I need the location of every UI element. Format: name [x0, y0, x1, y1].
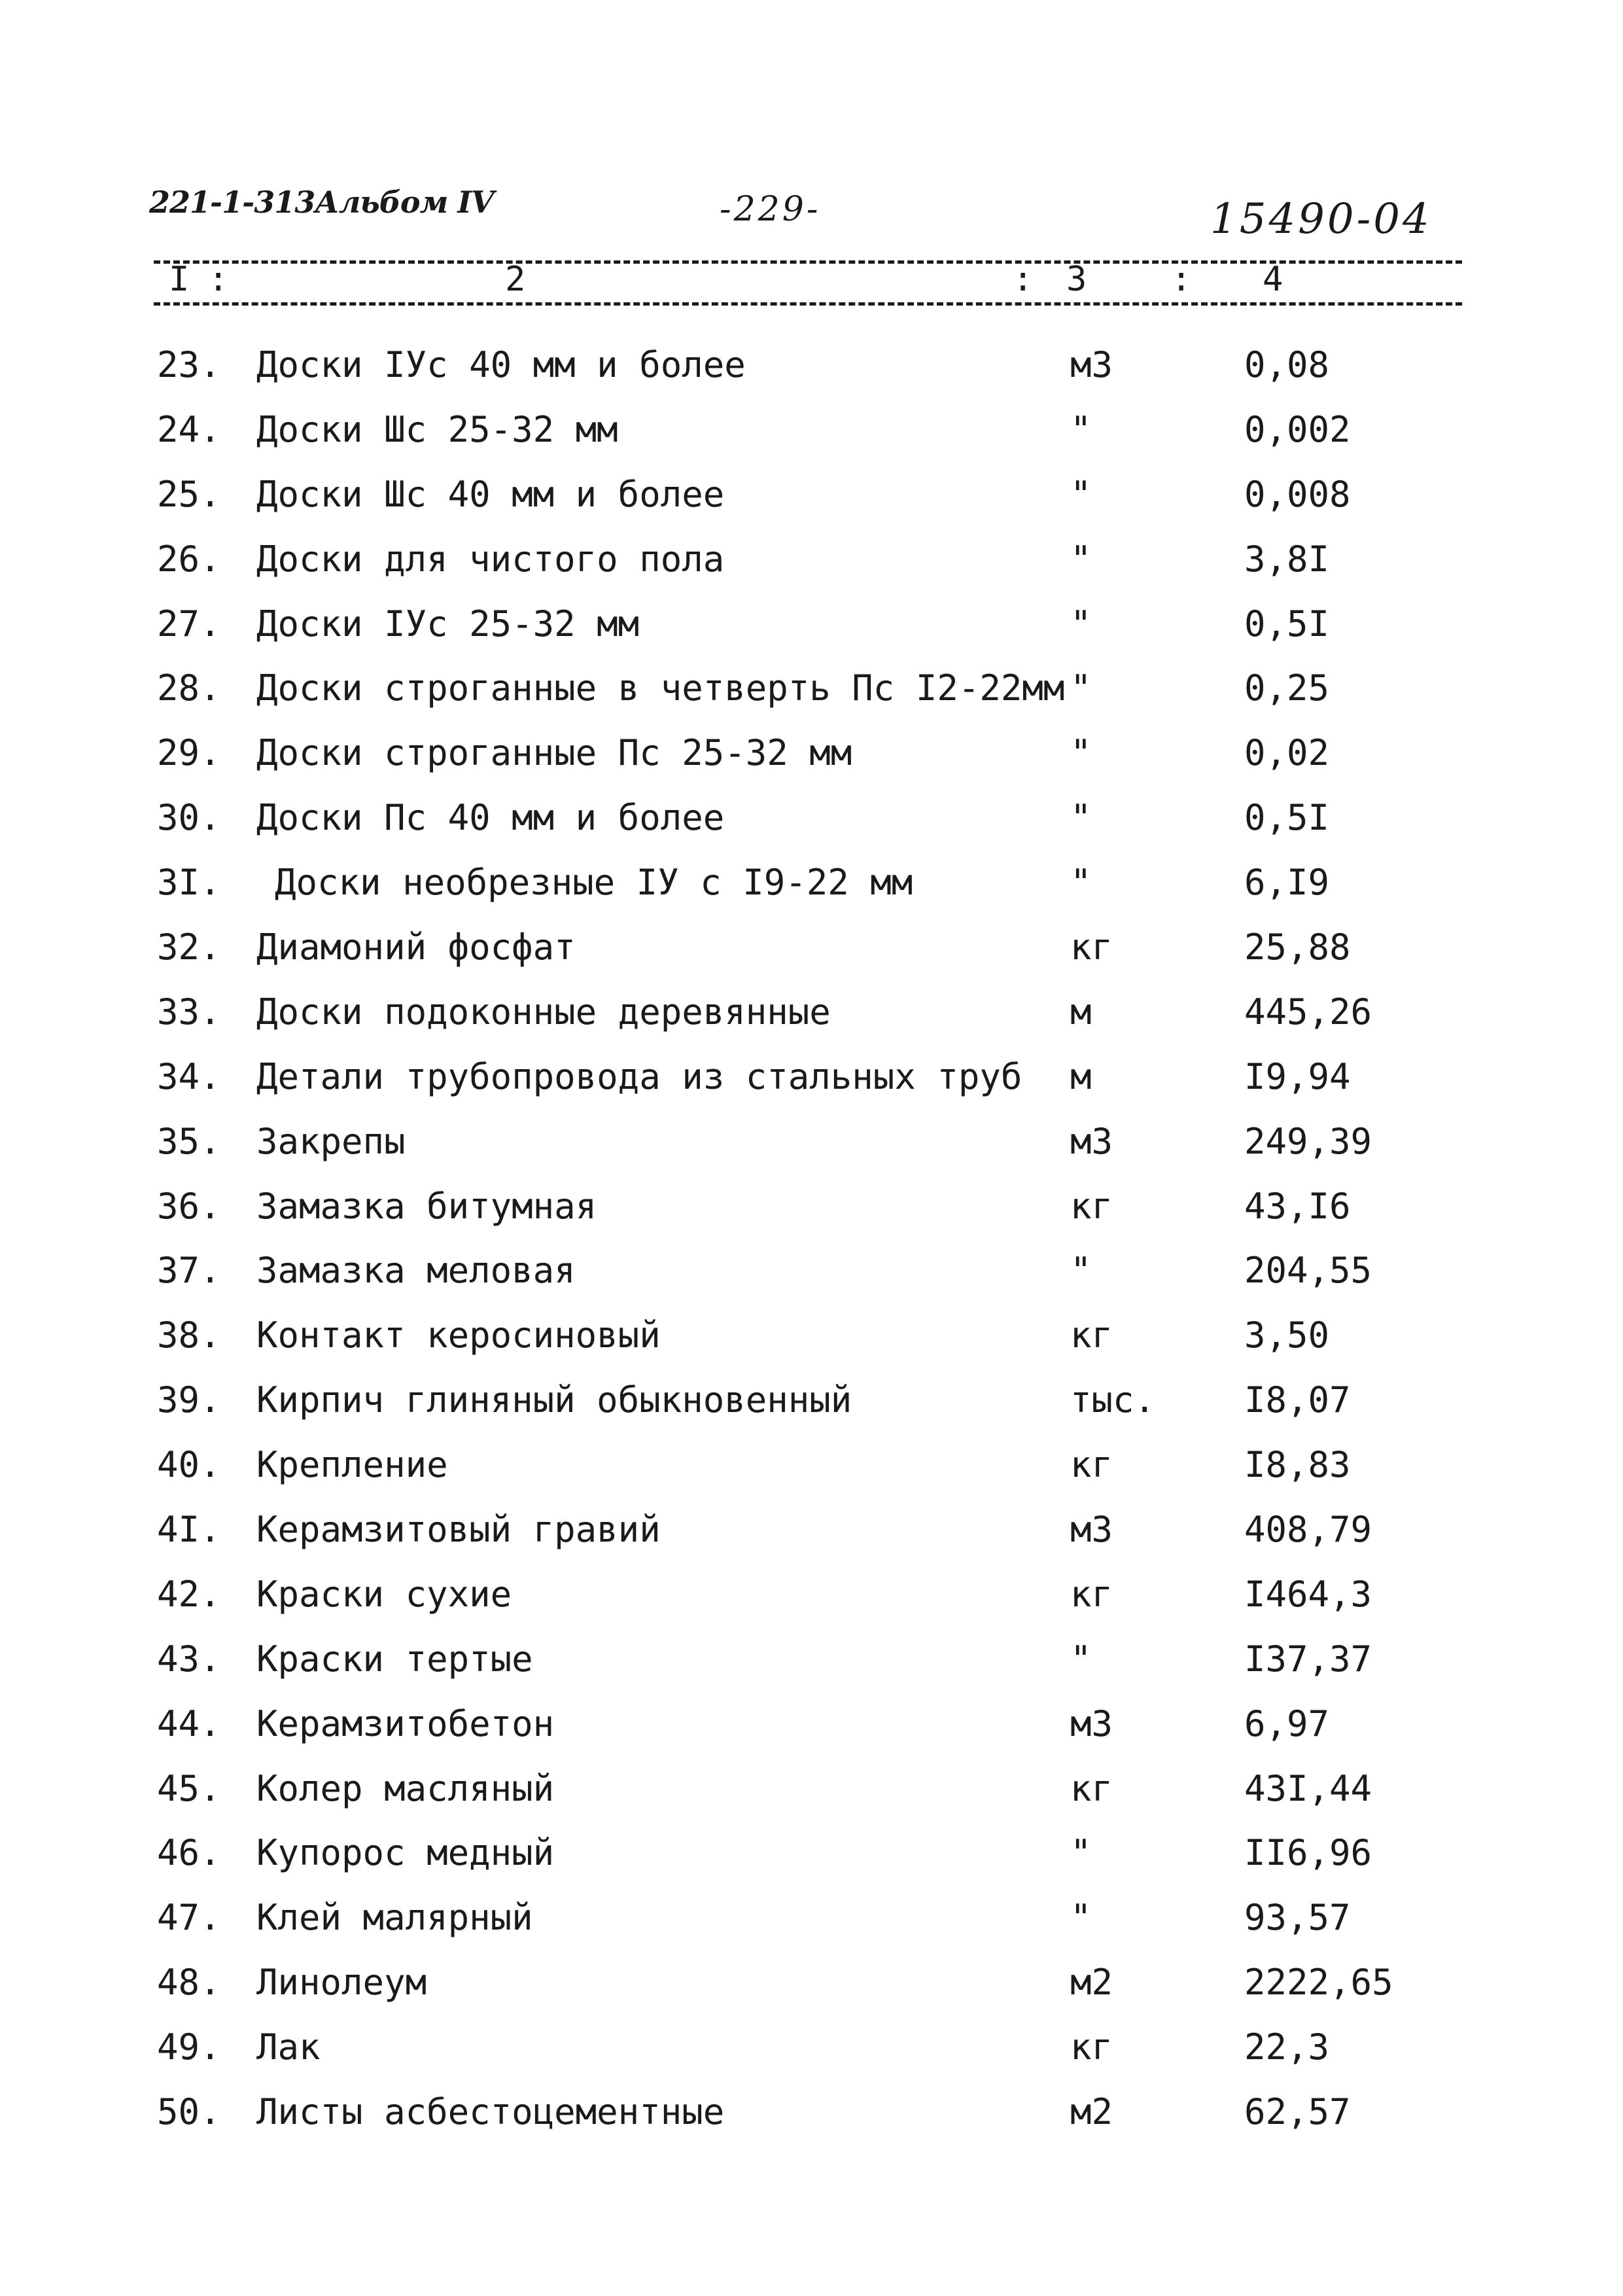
material-name: Детали трубопровода из стальных труб — [256, 1055, 1022, 1097]
unit-of-measure: кг — [1070, 927, 1113, 968]
materials-table-body — [0, 339, 1623, 2151]
row-number: 27. — [157, 603, 221, 645]
row-number: 34. — [157, 1055, 221, 1097]
table-row — [0, 792, 1623, 857]
unit-of-measure: " — [1070, 1638, 1092, 1680]
row-number: 24. — [157, 408, 221, 450]
quantity: I8,07 — [1244, 1379, 1351, 1421]
table-row — [0, 1180, 1623, 1245]
material-name: Доски IУс 40 мм и более — [256, 344, 746, 385]
unit-of-measure: м2 — [1070, 1962, 1113, 2004]
quantity: 43I,44 — [1244, 1767, 1372, 1809]
material-name: Краски сухие — [256, 1573, 512, 1615]
material-name: Крепление — [256, 1444, 448, 1486]
unit-of-measure: м3 — [1070, 1509, 1113, 1551]
table-row — [0, 1633, 1623, 1698]
row-number: 40. — [157, 1444, 221, 1486]
row-number: 46. — [157, 1832, 221, 1874]
quantity: 0,08 — [1244, 344, 1330, 385]
material-name: Доски строганные Пс 25-32 мм — [256, 732, 852, 774]
quantity: 204,55 — [1244, 1250, 1372, 1292]
table-row — [0, 1439, 1623, 1504]
quantity: 3,50 — [1244, 1315, 1330, 1356]
unit-of-measure: кг — [1070, 2026, 1113, 2068]
page-number: -229- — [720, 190, 821, 229]
row-number: 42. — [157, 1573, 221, 1615]
row-number: 3I. — [157, 862, 221, 904]
column-number-2: 2 — [505, 260, 526, 299]
material-name: Доски Шс 40 мм и более — [256, 473, 725, 515]
table-row — [0, 1568, 1623, 1633]
table-row — [0, 921, 1623, 986]
row-number: 4I. — [157, 1509, 221, 1551]
row-number: 28. — [157, 667, 221, 709]
material-name: Керамзитовый гравий — [256, 1509, 661, 1551]
row-number: 50. — [157, 2091, 221, 2133]
row-number: 29. — [157, 732, 221, 774]
quantity: 0,02 — [1244, 732, 1330, 774]
material-name: Диамоний фосфат — [256, 927, 576, 968]
row-number: 30. — [157, 797, 221, 839]
inventory-number: 15490-04 — [1210, 195, 1432, 243]
material-name: Доски Пс 40 мм и более — [256, 797, 725, 839]
row-number: 45. — [157, 1767, 221, 1809]
material-name: Закрепы — [256, 1120, 406, 1162]
material-name: Доски IУс 25-32 мм — [256, 603, 640, 645]
quantity: 0,008 — [1244, 473, 1351, 515]
table-row — [0, 404, 1623, 468]
quantity: 3,8I — [1244, 538, 1330, 580]
row-number: 25. — [157, 473, 221, 515]
quantity: 62,57 — [1244, 2091, 1351, 2133]
unit-of-measure: м3 — [1070, 344, 1113, 385]
table-row — [0, 1827, 1623, 1892]
unit-of-measure: м2 — [1070, 2091, 1113, 2133]
row-number: 44. — [157, 1703, 221, 1744]
unit-of-measure: тыс. — [1070, 1379, 1156, 1421]
quantity: 43,I6 — [1244, 1185, 1351, 1227]
quantity: 408,79 — [1244, 1509, 1372, 1551]
material-name: Доски необрезные IУ с I9-22 мм — [275, 862, 913, 904]
unit-of-measure: " — [1070, 408, 1092, 450]
unit-of-measure: м3 — [1070, 1703, 1113, 1744]
table-row — [0, 1698, 1623, 1763]
quantity: 0,25 — [1244, 667, 1330, 709]
unit-of-measure: " — [1070, 797, 1092, 839]
table-header-bottom-rule — [154, 302, 1462, 306]
material-name: Кирпич глиняный обыкновенный — [256, 1379, 852, 1421]
quantity: I464,3 — [1244, 1573, 1372, 1615]
table-row — [0, 1763, 1623, 1828]
row-number: 43. — [157, 1638, 221, 1680]
table-row — [0, 2086, 1623, 2151]
material-name: Линолеум — [256, 1962, 427, 2004]
table-row — [0, 2021, 1623, 2086]
quantity: 249,39 — [1244, 1120, 1372, 1162]
table-row — [0, 857, 1623, 921]
unit-of-measure: " — [1070, 603, 1092, 645]
unit-of-measure: " — [1070, 538, 1092, 580]
column-separator: : — [1171, 260, 1192, 299]
unit-of-measure: " — [1070, 473, 1092, 515]
unit-of-measure: " — [1070, 1250, 1092, 1292]
column-number-1: I — [169, 260, 190, 299]
row-number: 35. — [157, 1120, 221, 1162]
column-number-4: 4 — [1263, 260, 1283, 299]
material-name: Краски тертые — [256, 1638, 533, 1680]
row-number: 23. — [157, 344, 221, 385]
table-row — [0, 533, 1623, 598]
material-name: Замазка битумная — [256, 1185, 597, 1227]
quantity: I37,37 — [1244, 1638, 1372, 1680]
unit-of-measure: кг — [1070, 1315, 1113, 1356]
quantity: 0,5I — [1244, 603, 1330, 645]
quantity: 0,002 — [1244, 408, 1351, 450]
row-number: 47. — [157, 1897, 221, 1939]
table-row — [0, 662, 1623, 727]
table-row — [0, 986, 1623, 1051]
material-name: Доски для чистого пола — [256, 538, 725, 580]
material-name: Лак — [256, 2026, 321, 2068]
row-number: 38. — [157, 1315, 221, 1356]
unit-of-measure: " — [1070, 732, 1092, 774]
unit-of-measure: м — [1070, 991, 1092, 1033]
column-separator: : — [1013, 260, 1034, 299]
quantity: 0,5I — [1244, 797, 1330, 839]
table-row — [0, 1309, 1623, 1374]
unit-of-measure: м — [1070, 1055, 1092, 1097]
quantity: 22,3 — [1244, 2026, 1330, 2068]
unit-of-measure: " — [1070, 1897, 1092, 1939]
material-name: Контакт керосиновый — [256, 1315, 661, 1356]
material-name: Доски подоконные деревянные — [256, 991, 831, 1033]
unit-of-measure: кг — [1070, 1444, 1113, 1486]
material-name: Листы асбестоцементные — [256, 2091, 725, 2133]
row-number: 37. — [157, 1250, 221, 1292]
column-number-3: 3 — [1066, 260, 1087, 299]
table-row — [0, 1245, 1623, 1309]
table-row — [0, 727, 1623, 792]
table-row — [0, 1374, 1623, 1439]
unit-of-measure: кг — [1070, 1573, 1113, 1615]
quantity: II6,96 — [1244, 1832, 1372, 1874]
quantity: 2222,65 — [1244, 1962, 1393, 2004]
row-number: 36. — [157, 1185, 221, 1227]
table-row — [0, 1116, 1623, 1180]
quantity: 93,57 — [1244, 1897, 1351, 1939]
quantity: 6,I9 — [1244, 862, 1330, 904]
unit-of-measure: " — [1070, 1832, 1092, 1874]
quantity: I8,83 — [1244, 1444, 1351, 1486]
material-name: Клей малярный — [256, 1897, 533, 1939]
table-row — [0, 1051, 1623, 1116]
quantity: 445,26 — [1244, 991, 1372, 1033]
quantity: 6,97 — [1244, 1703, 1330, 1744]
column-separator: : — [208, 260, 229, 299]
unit-of-measure: кг — [1070, 1767, 1113, 1809]
table-row — [0, 1504, 1623, 1568]
table-row — [0, 339, 1623, 404]
table-row — [0, 598, 1623, 663]
table-row — [0, 468, 1623, 533]
quantity: 25,88 — [1244, 927, 1351, 968]
row-number: 26. — [157, 538, 221, 580]
material-name: Доски строганные в четверть Пс I2-22мм — [256, 667, 1065, 709]
table-row — [0, 1956, 1623, 2021]
material-name: Доски Шс 25-32 мм — [256, 408, 618, 450]
table-row — [0, 1892, 1623, 1956]
material-name: Колер масляный — [256, 1767, 555, 1809]
row-number: 33. — [157, 991, 221, 1033]
row-number: 32. — [157, 927, 221, 968]
material-name: Замазка меловая — [256, 1250, 576, 1292]
unit-of-measure: м3 — [1070, 1120, 1113, 1162]
row-number: 39. — [157, 1379, 221, 1421]
unit-of-measure: кг — [1070, 1185, 1113, 1227]
unit-of-measure: " — [1070, 862, 1092, 904]
row-number: 49. — [157, 2026, 221, 2068]
material-name: Купорос медный — [256, 1832, 555, 1874]
row-number: 48. — [157, 1962, 221, 2004]
material-name: Керамзитобетон — [256, 1703, 555, 1744]
quantity: I9,94 — [1244, 1055, 1351, 1097]
document-code: 221-1-313Альбом IV — [149, 185, 494, 220]
unit-of-measure: " — [1070, 667, 1092, 709]
